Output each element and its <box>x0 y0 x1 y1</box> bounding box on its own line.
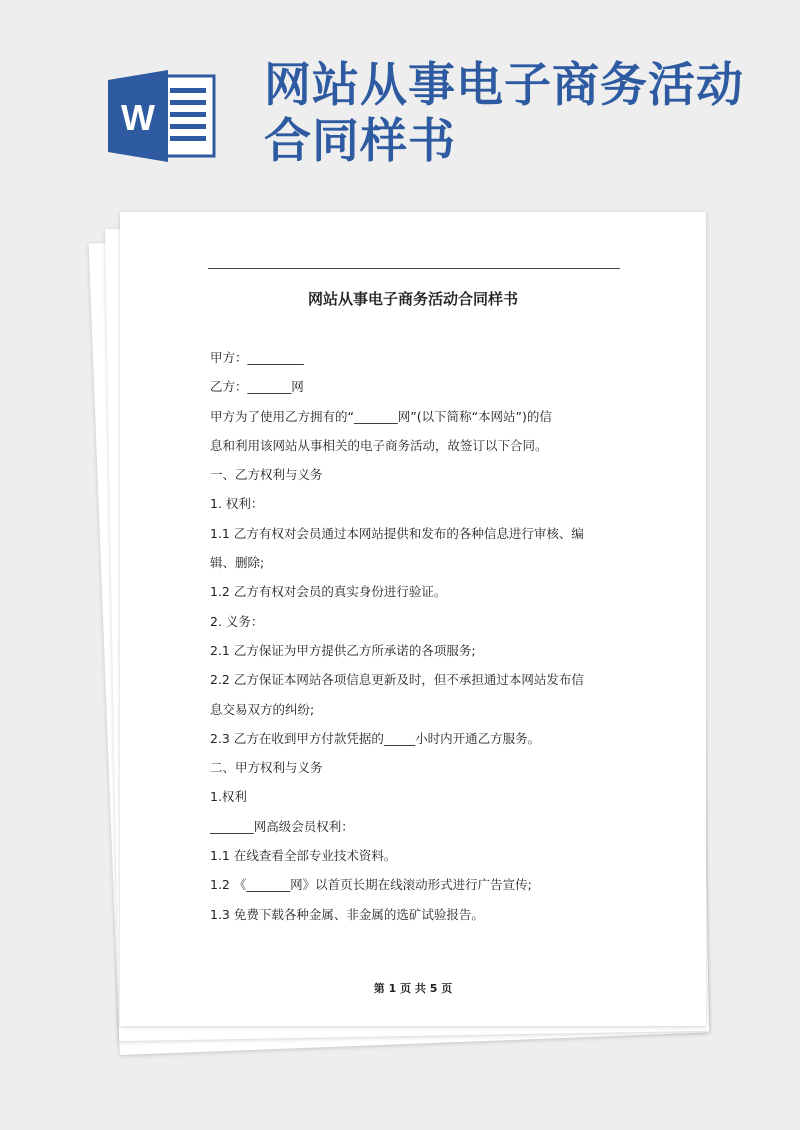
header-rule <box>208 268 620 269</box>
banner-title-line1: 网站从事电子商务活动 <box>264 58 744 113</box>
document-line: 1.1 乙方有权对会员通过本网站提供和发布的各种信息进行审核、编 <box>210 525 584 541</box>
document-line: 2.2 乙方保证本网站各项信息更新及时，但不承担通过本网站发布信 <box>210 672 584 688</box>
document-line: 甲方：_________ <box>210 350 304 365</box>
document-line: 1.3 免费下载各种金属、非金属的选矿试验报告。 <box>210 906 484 922</box>
document-line: 2. 义务： <box>210 613 264 629</box>
document-line: 1. 权利： <box>210 496 264 512</box>
svg-text:W: W <box>121 97 155 138</box>
document-line: 2.3 乙方在收到甲方付款凭据的_____小时内开通乙方服务。 <box>210 730 541 746</box>
document-line: 一、乙方权利与义务 <box>210 467 323 483</box>
document-body <box>210 348 630 934</box>
document-page <box>120 212 706 1026</box>
document-line: 2.1 乙方保证为甲方提供乙方所承诺的各项服务; <box>210 642 476 658</box>
page-footer: 第 1 页 共 5 页 <box>373 982 453 995</box>
banner-title-line2: 合同样书 <box>264 114 456 169</box>
document-line: 辑、删除; <box>210 555 265 571</box>
word-document-icon <box>108 70 218 162</box>
document-line: 二、甲方权利与义务 <box>210 760 323 776</box>
document-line: 息和利用该网站从事相关的电子商务活动，故签订以下合同。 <box>210 437 548 453</box>
document-line: 甲方为了使用乙方拥有的“_______网”(以下简称“本网站”)的信 <box>210 408 552 424</box>
document-line: 乙方：_______网 <box>210 379 304 395</box>
document-line: 1.1 在线查看全部专业技术资料。 <box>210 848 397 864</box>
document-title: 网站从事电子商务活动合同样书 <box>307 290 518 308</box>
document-line: 息交易双方的纠纷; <box>210 701 315 717</box>
document-line: _______网高级会员权利： <box>210 818 354 834</box>
document-line: 1.2 《_______网》以首页长期在线滚动形式进行广告宣传; <box>210 877 532 893</box>
document-line: 1.2 乙方有权对会员的真实身份进行验证。 <box>210 584 447 600</box>
banner-title <box>264 58 764 170</box>
document-line: 1.权利 <box>210 789 247 805</box>
